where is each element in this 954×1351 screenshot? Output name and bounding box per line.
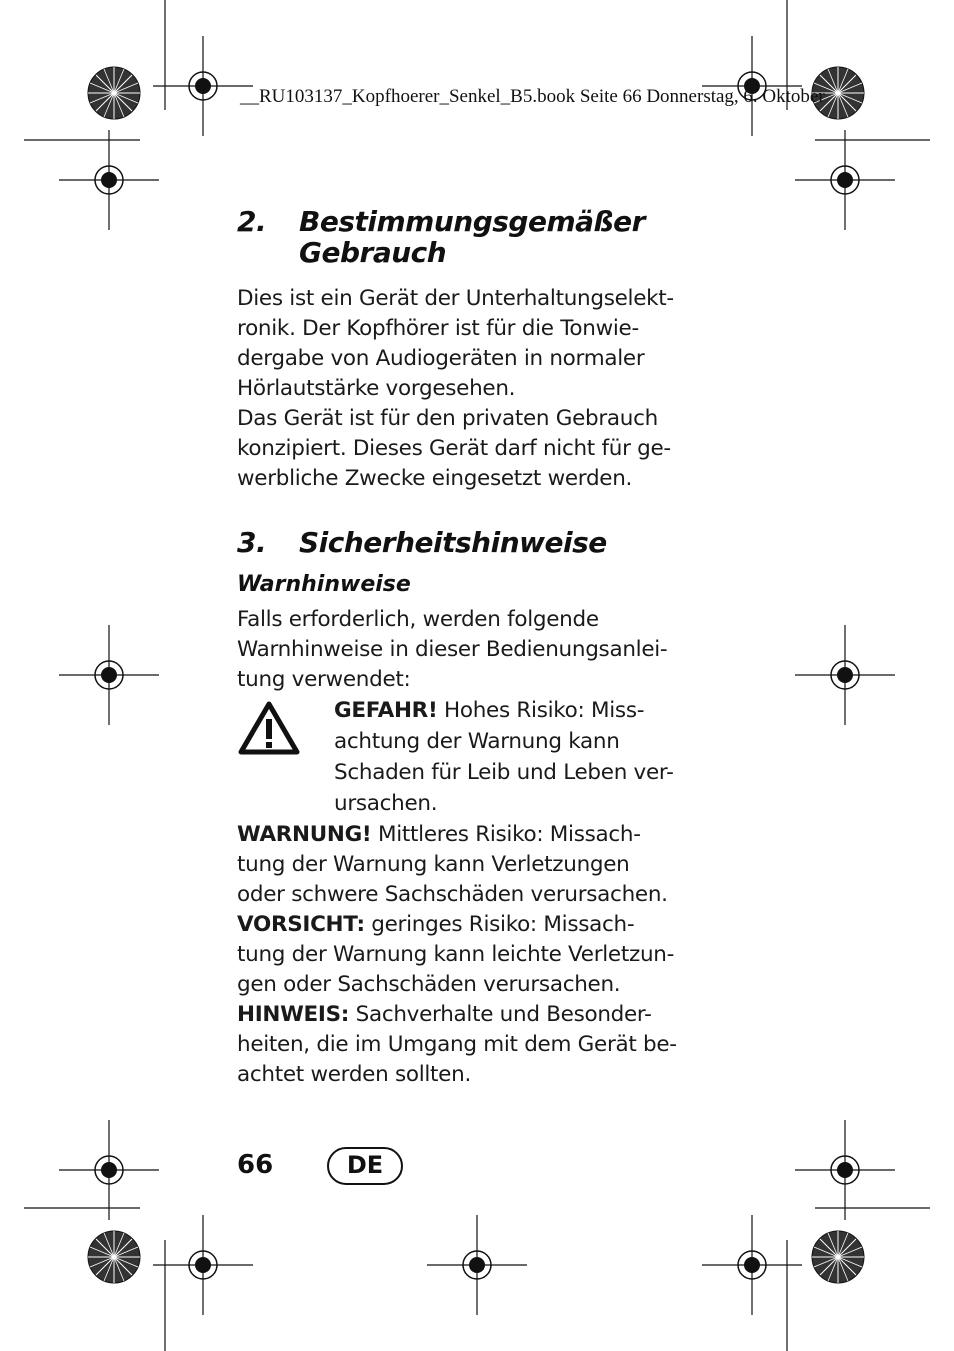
- section-3-title: Sicherheitshinweise: [299, 526, 607, 559]
- danger-text: Hohes Risiko: Miss-: [437, 698, 645, 723]
- body-line: oder schwere Sachschäden verursachen.: [237, 882, 668, 907]
- body-line: Warnhinweise in dieser Bedienungsanlei-: [237, 637, 668, 662]
- note-text: Sachverhalte und Besonder-: [349, 1002, 652, 1027]
- page-number: 66: [237, 1150, 274, 1180]
- warning-label: WARNUNG!: [237, 822, 372, 847]
- body-line: konzipiert. Dieses Gerät darf nicht für ge-: [237, 436, 671, 461]
- body-line: tung verwendet:: [237, 667, 411, 692]
- body-line: heiten, die im Umgang mit dem Gerät be-: [237, 1032, 677, 1057]
- body-line: werbliche Zwecke eingesetzt werden.: [237, 466, 633, 491]
- body-line: dergabe von Audiogeräten in normaler: [237, 346, 645, 371]
- section-2-title-line1: Bestimmungsgemäßer: [299, 205, 645, 238]
- print-header-line: __RU103137_Kopfhoerer_Senkel_B5.book Seite 66 Donnerstag, 6. Oktober: [240, 86, 825, 107]
- section-2-number: 2.: [237, 205, 267, 238]
- body-line: achtet werden sollten.: [237, 1062, 471, 1087]
- caution-text: geringes Risiko: Missach-: [364, 912, 635, 937]
- section-2-body: [237, 284, 674, 494]
- note-label: HINWEIS:: [237, 1002, 350, 1027]
- warning-block: [237, 820, 677, 1090]
- danger-block: [334, 695, 674, 819]
- body-line: Das Gerät ist für den privaten Gebrauch: [237, 406, 658, 431]
- language-badge: DE: [327, 1147, 403, 1185]
- caution-label: VORSICHT:: [237, 912, 365, 937]
- body-line: ronik. Der Kopfhörer ist für die Tonwie-: [237, 316, 639, 341]
- body-line: Hörlautstärke vorgesehen.: [237, 376, 516, 401]
- danger-label: GEFAHR!: [334, 698, 438, 723]
- body-line: tung der Warnung kann leichte Verletzun-: [237, 942, 675, 967]
- warning-text: Mittleres Risiko: Missach-: [371, 822, 641, 847]
- section-3-number: 3.: [237, 526, 267, 559]
- section-2-heading: [237, 206, 645, 268]
- body-line: ursachen.: [334, 791, 438, 816]
- body-line: Dies ist ein Gerät der Unterhaltungselekt-: [237, 286, 674, 311]
- body-line: Schaden für Leib und Leben ver-: [334, 760, 674, 785]
- body-line: gen oder Sachschäden verursachen.: [237, 972, 621, 997]
- body-line: achtung der Warnung kann: [334, 729, 620, 754]
- warning-triangle-icon: [237, 700, 301, 756]
- body-line: tung der Warnung kann Verletzungen: [237, 852, 630, 877]
- warnings-intro: [237, 605, 667, 695]
- section-3-heading: [237, 527, 607, 558]
- section-2-title-line2: Gebrauch: [299, 236, 447, 269]
- body-line: Falls erforderlich, werden folgende: [237, 607, 599, 632]
- warnings-subheading: Warnhinweise: [237, 572, 411, 597]
